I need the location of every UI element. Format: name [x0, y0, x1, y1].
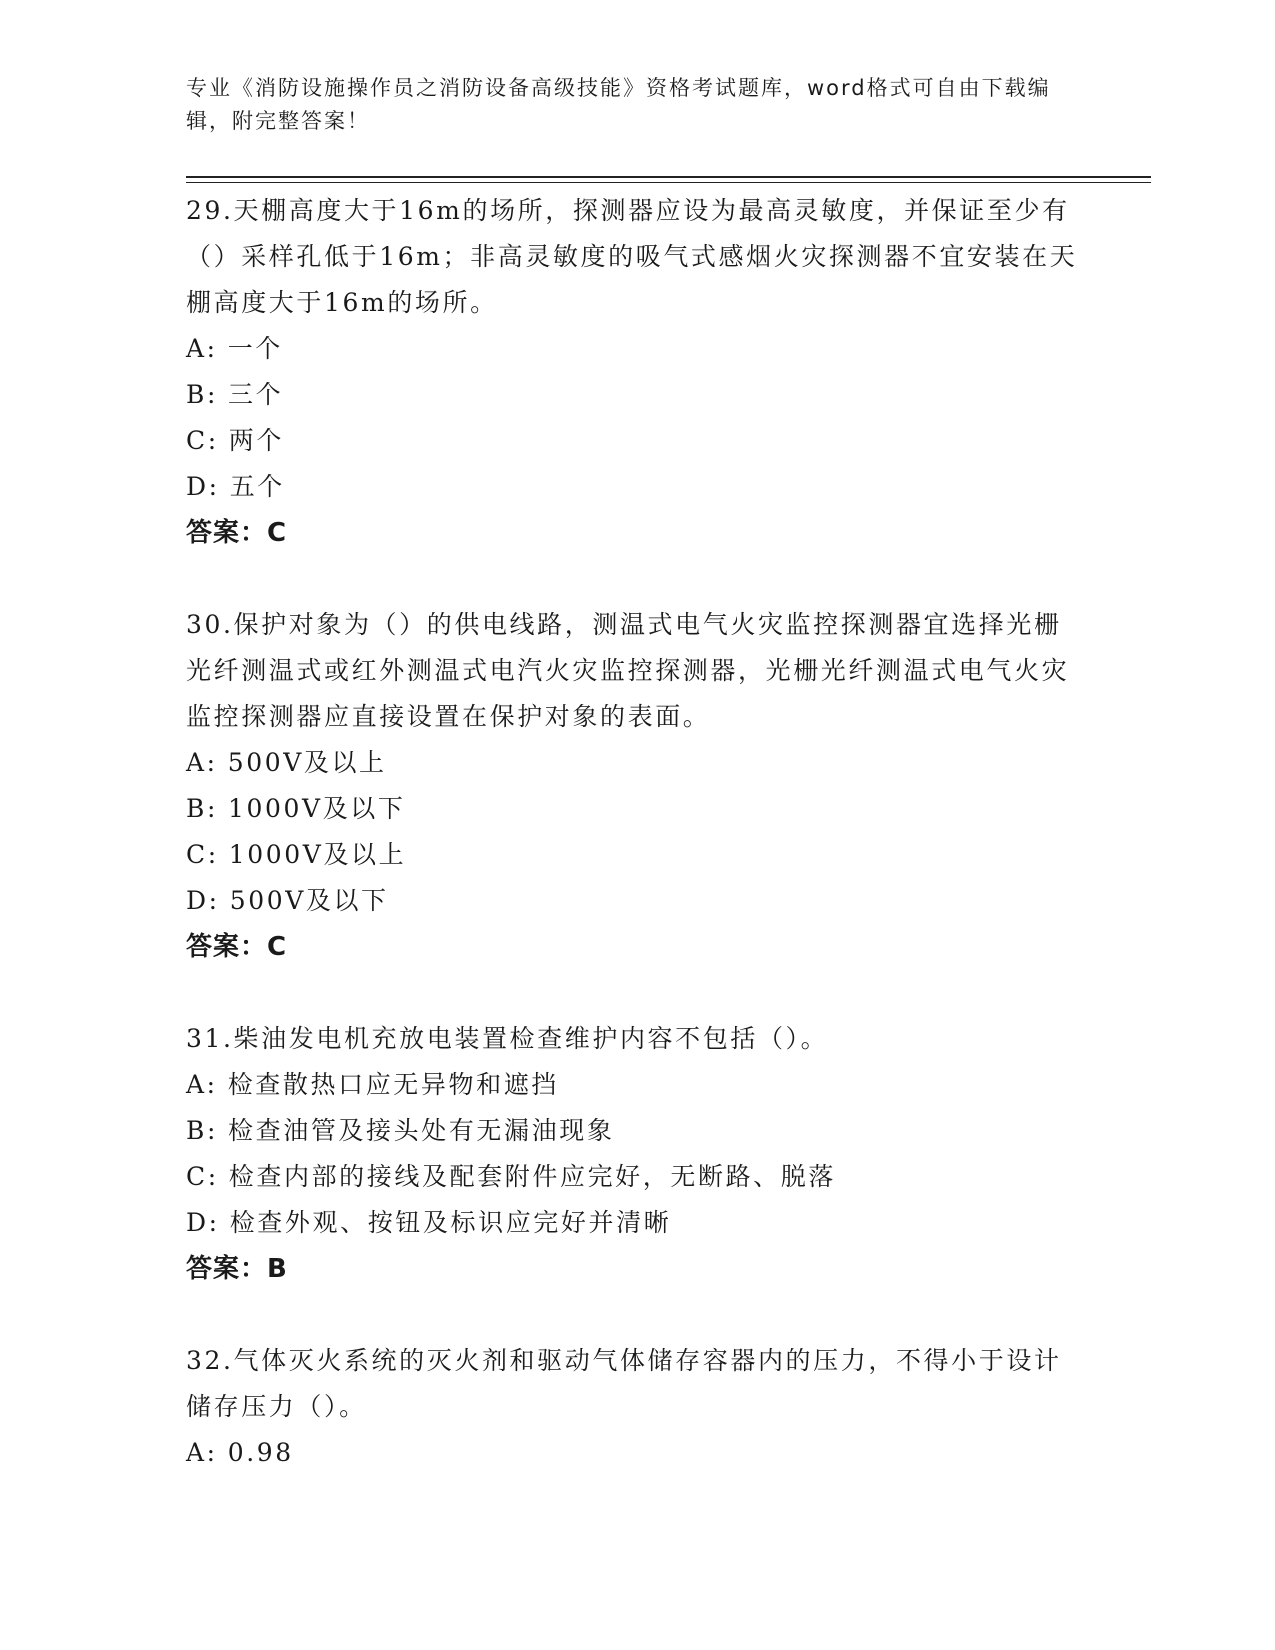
question-stem: 29.天棚高度大于16m的场所，探测器应设为最高灵敏度，并保证至少有（）采样孔低于16m；非高灵敏度的吸气式感烟火灾探测器不宜安装在天棚高度大于16m的场所。 — [186, 196, 1078, 317]
option-letter: C — [186, 840, 208, 869]
document-header: 专业《消防设施操作员之消防设备高级技能》资格考试题库，word格式可自由下载编辑，附完整答案！ — [186, 76, 1051, 133]
option-c: C: 两个 — [186, 426, 284, 455]
option-b: B: 检查油管及接头处有无漏油现象 — [186, 1116, 615, 1145]
option-c: C: 检查内部的接线及配套附件应完好，无断路、脱落 — [186, 1162, 836, 1191]
answer-line — [186, 1246, 1086, 1292]
option-a: A: 500V及以上 — [186, 748, 387, 777]
option-text: 500V及以下 — [229, 886, 389, 915]
option-text: 检查油管及接头处有无漏油现象 — [228, 1116, 615, 1145]
answer-label: 答案： — [186, 932, 268, 962]
option-c: C: 1000V及以上 — [186, 840, 407, 869]
question-29 — [186, 188, 1086, 556]
question-31 — [186, 1016, 1086, 1292]
option-letter: A — [186, 1438, 207, 1467]
option-a: A: 0.98 — [186, 1438, 294, 1467]
option-text: 500V及以上 — [227, 748, 387, 777]
option-letter: A — [186, 334, 207, 363]
answer-value: B — [267, 1254, 288, 1284]
answer-value: C — [267, 518, 288, 548]
question-spacer — [186, 556, 1086, 602]
answer-label: 答案： — [186, 1254, 268, 1284]
option-text: 1000V及以上 — [228, 840, 407, 869]
option-d: D: 检查外观、按钮及标识应完好并清晰 — [186, 1208, 672, 1237]
option-letter: B — [186, 794, 207, 823]
question-32 — [186, 1338, 1086, 1476]
question-stem: 31.柴油发电机充放电装置检查维护内容不包括（）。 — [186, 1024, 829, 1053]
answer-label: 答案： — [186, 518, 268, 548]
option-text: 1000V及以下 — [228, 794, 406, 823]
header-divider-thin — [186, 182, 1151, 183]
option-b: B: 三个 — [186, 380, 284, 409]
option-letter: B — [186, 1116, 207, 1145]
option-a: A: 一个 — [186, 334, 283, 363]
option-letter: D — [186, 886, 209, 915]
answer-value: C — [267, 932, 288, 962]
option-d: D: 500V及以下 — [186, 886, 389, 915]
option-letter: A — [186, 1070, 207, 1099]
option-letter: C — [186, 426, 208, 455]
option-letter: A — [186, 748, 207, 777]
option-text: 一个 — [227, 334, 283, 363]
answer-line — [186, 924, 1086, 970]
answer-line — [186, 510, 1086, 556]
question-stem: 32.气体灭火系统的灭火剂和驱动气体储存容器内的压力，不得小于设计储存压力（）。 — [186, 1346, 1062, 1421]
option-text: 三个 — [228, 380, 284, 409]
question-30 — [186, 602, 1086, 970]
option-text: 检查内部的接线及配套附件应完好，无断路、脱落 — [228, 1162, 836, 1191]
option-text: 五个 — [229, 472, 285, 501]
question-stem: 30.保护对象为（）的供电线路，测温式电气火灾监控探测器宜选择光栅光纤测温式或红外测温式电汽火灾监控探测器，光栅光纤测温式电气火灾监控探测器应直接设置在保护对象的表面。 — [186, 610, 1070, 731]
question-list — [186, 188, 1086, 1476]
option-b: B: 1000V及以下 — [186, 794, 406, 823]
header-divider-thick — [186, 176, 1151, 178]
option-letter: C — [186, 1162, 208, 1191]
question-spacer — [186, 1292, 1086, 1338]
option-text: 检查散热口应无异物和遮挡 — [227, 1070, 559, 1099]
option-letter: B — [186, 380, 207, 409]
option-text: 0.98 — [227, 1438, 294, 1467]
option-text: 检查外观、按钮及标识应完好并清晰 — [229, 1208, 672, 1237]
option-d: D: 五个 — [186, 472, 285, 501]
option-a: A: 检查散热口应无异物和遮挡 — [186, 1070, 559, 1099]
option-letter: D — [186, 1208, 209, 1237]
option-text: 两个 — [228, 426, 284, 455]
option-letter: D — [186, 472, 209, 501]
question-spacer — [186, 970, 1086, 1016]
